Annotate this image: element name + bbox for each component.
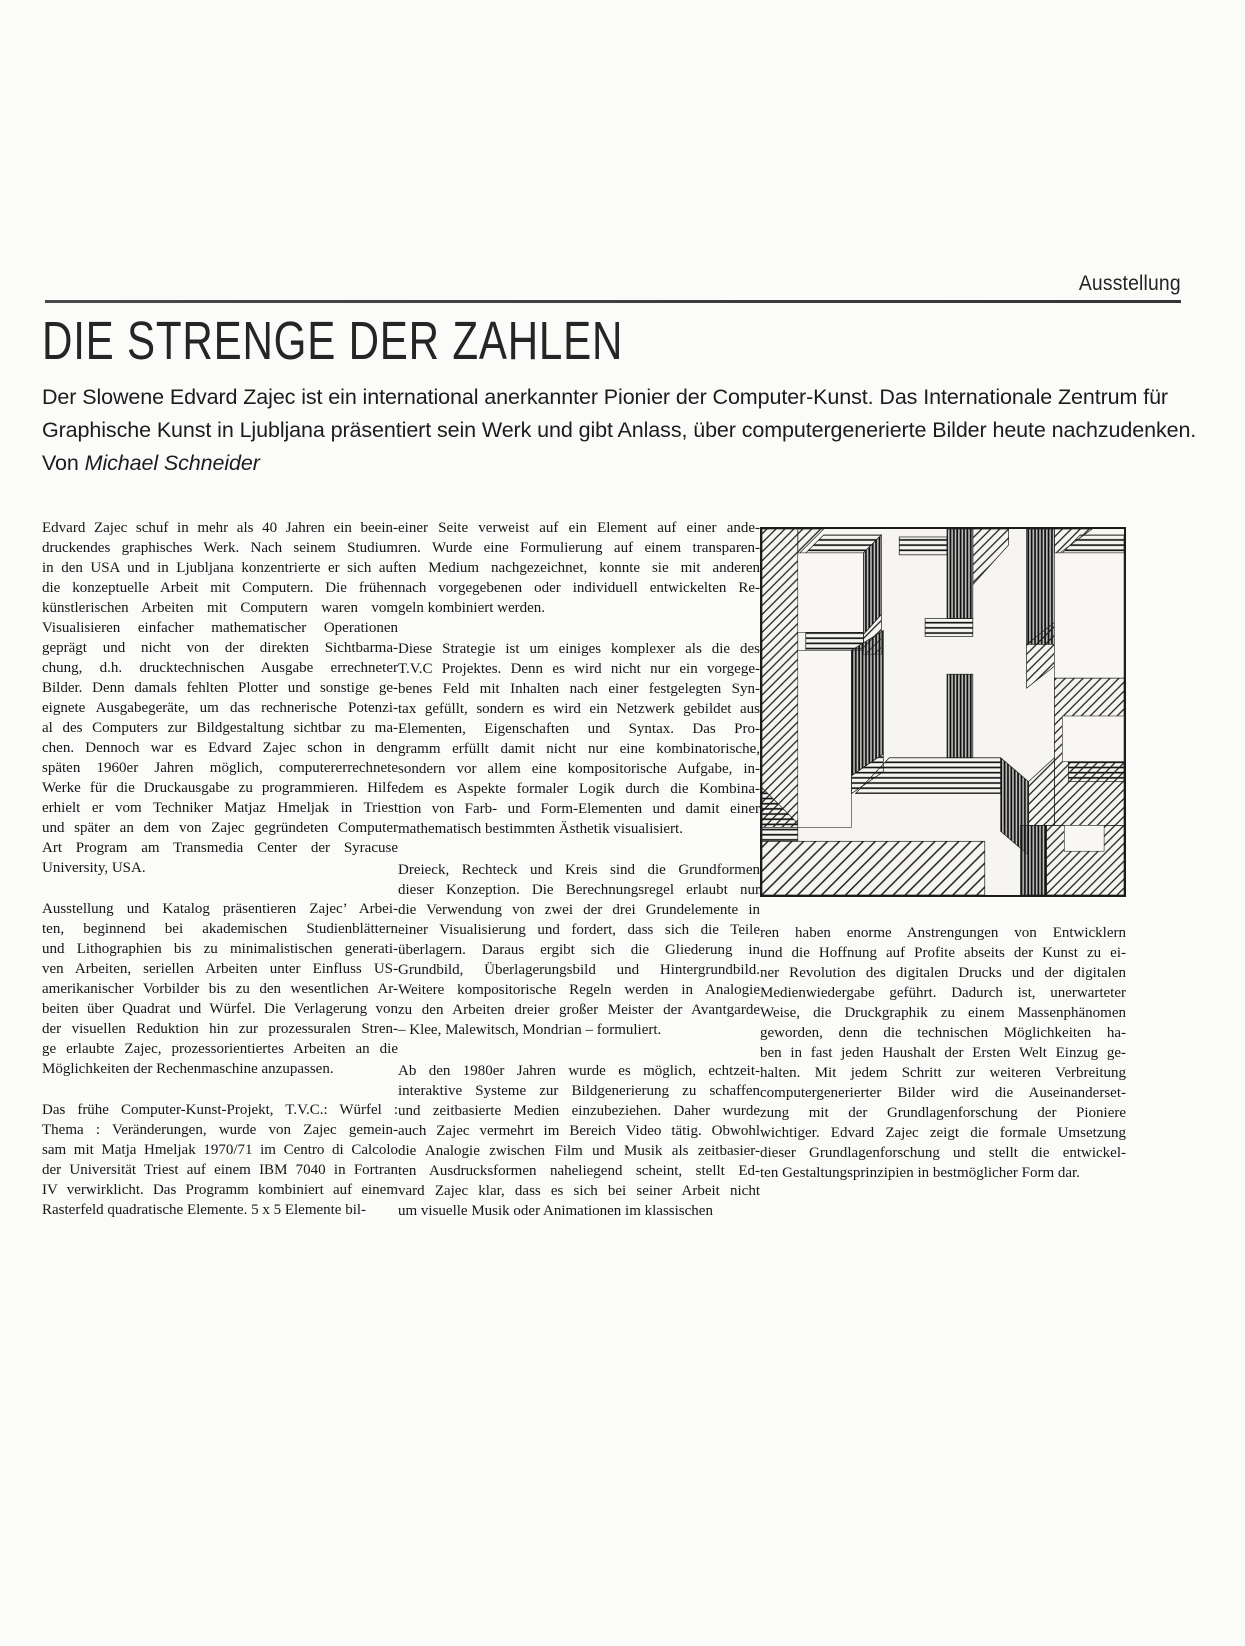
- text-line: ner Revolution des digitalen Drucks und der digitalen: [760, 965, 1126, 981]
- text-line: die konzeptuelle Arbeit mit Computern. Die frühen: [42, 580, 398, 596]
- text-line: computergenerierter Bilder wird die Auseinanderset-: [760, 1085, 1126, 1101]
- text-line: Weise, die Druckgraphik zu einem Massenphänomen: [760, 1005, 1126, 1021]
- text-line: die Analogie zwischen Film und Musik als zeitbasier-: [398, 1143, 760, 1159]
- paragraph: [398, 639, 760, 839]
- text-line: und Lithographien bis zu minimalistischen generati-: [42, 941, 398, 957]
- text-line: nach vorgegebenen oder individuell entwickelten Re-: [398, 580, 760, 596]
- text-line: Visualisieren einfacher mathematischer Operationen: [42, 620, 398, 636]
- text-line: al des Computers zur Bildgestaltung sichtbar zu ma-: [42, 720, 398, 736]
- text-line: chen. Dennoch war es Edvard Zajec schon in den: [42, 740, 398, 756]
- text-line: einer Seite verweist auf ein Element auf einer ande-: [398, 520, 760, 536]
- artwork-svg: [760, 527, 1126, 897]
- text-line: und zeitbasierte Medien einzubeziehen. Daher wurde: [398, 1103, 760, 1119]
- text-line: ren. Wurde eine Formulierung auf einem transparen-: [398, 540, 760, 556]
- paragraph: [760, 923, 1126, 1183]
- text-line: Grundbild, Überlagerungsbild und Hintergrundbild.: [398, 962, 760, 978]
- text-column-1: [42, 518, 398, 1221]
- text-line: ten Ausdrucksformen naheliegend scheint, stellt Ed-: [398, 1163, 760, 1179]
- article-lede: [42, 381, 1197, 480]
- text-column-2: [398, 518, 760, 1221]
- text-line: IV verwirklicht. Das Programm kombiniert auf einem: [42, 1182, 398, 1198]
- text-line: Das frühe Computer-Kunst-Projekt, T.V.C.: Würfel :: [42, 1102, 398, 1118]
- text-line: Werke für die Druckausgabe zu programmieren. Hilfe: [42, 780, 398, 796]
- text-line: ben in fast jeden Haushalt der Ersten Welt Einzug ge-: [760, 1045, 1126, 1061]
- text-line: Medienwiedergabe geführt. Dadurch ist, unerwarteter: [760, 985, 1126, 1001]
- text-line: druckendes graphisches Werk. Nach seinem Studium: [42, 540, 398, 556]
- text-line: wichtiger. Edvard Zajec zeigt die formale Umsetzung: [760, 1125, 1126, 1141]
- text-line: Möglichkeiten der Rechenmaschine anzupassen.: [42, 1061, 334, 1077]
- paragraph: [42, 899, 398, 1079]
- text-line: Edvard Zajec schuf in mehr als 40 Jahren ein beein-: [42, 520, 398, 536]
- text-line: Weitere kompositorische Regeln werden in Analogie: [398, 982, 760, 998]
- text-line: Dreieck, Rechteck und Kreis sind die Grundformen: [398, 862, 760, 878]
- article-body: [42, 518, 1183, 1221]
- text-line: T.V.C Projektes. Denn es wird nicht nur ein vorgege-: [398, 661, 760, 677]
- text-line: Art Program am Transmedia Center der Syracuse: [42, 840, 398, 856]
- text-line: geworden, denn die technischen Möglichkeiten ha-: [760, 1025, 1126, 1041]
- text-line: die Verwendung von zwei der drei Grundelemente in: [398, 902, 760, 918]
- text-line: vard Zajec klar, dass es sich bei seiner Arbeit nicht: [398, 1183, 760, 1199]
- text-line: Rasterfeld quadratische Elemente. 5 x 5 Elemente bil-: [42, 1202, 367, 1218]
- text-line: ren haben enorme Anstrengungen von Entwicklern: [760, 925, 1126, 941]
- lede-line: Graphische Kunst in Ljubljana präsentiert sein Werk und gibt Anlass, über computergenerierte Bilder heute nachzudenken.: [42, 418, 1197, 442]
- text-line: Diese Strategie ist um einiges komplexer als die des: [398, 641, 760, 657]
- paragraph: [398, 1061, 760, 1221]
- text-line: zung mit der Grundlagenforschung der Pioniere: [760, 1105, 1126, 1121]
- text-line: geprägt und nicht von der direkten Sichtbarma-: [42, 640, 398, 656]
- text-line: geln kombiniert werden.: [398, 600, 546, 616]
- text-line: interaktive Systeme zur Bildgenerierung zu schaffen: [398, 1083, 760, 1099]
- text-line: tax gefüllt, sondern es wird ein Netzwerk gebildet aus: [398, 701, 760, 717]
- text-line: erhielt er vom Techniker Matjaz Hmeljak in Triest: [42, 800, 398, 816]
- text-line: um visuelle Musik oder Animationen im klassischen: [398, 1203, 713, 1219]
- text-line: chung, d.h. drucktechnischen Ausgabe errechneter: [42, 660, 398, 676]
- text-line: zu den Arbeiten dreier großer Meister der Avantgarde: [398, 1002, 760, 1018]
- paragraph: [42, 518, 398, 878]
- text-line: sondern vor allem eine kompositorische Aufgabe, in-: [398, 761, 760, 777]
- text-line: und die Hoffnung auf Profite abseits der Kunst zu ei-: [760, 945, 1126, 961]
- paragraph: [42, 1100, 398, 1220]
- byline-prefix: Von: [42, 451, 85, 475]
- text-line: der visuellen Reduktion hin zur prozessuralen Stren-: [42, 1021, 398, 1037]
- text-line: auch Zajec vermehrt im Bereich Video tätig. Obwohl: [398, 1123, 760, 1139]
- section-kicker: Ausstellung: [1079, 272, 1181, 295]
- text-line: Elementen, Eigenschaften und Syntax. Das Pro-: [398, 721, 760, 737]
- lede-line: Der Slowene Edvard Zajec ist ein international anerkannter Pionier der Computer-Kunst. Das Internationale Zentrum für: [42, 385, 1168, 409]
- text-line: ge erlaubte Zajec, prozessorientiertes Arbeiten an die: [42, 1041, 398, 1057]
- text-line: amerikanischer Vorbilder bis zu den wesentlichen Ar-: [42, 981, 398, 997]
- header-rule: [45, 300, 1181, 303]
- text-line: mathematisch bestimmten Ästhetik visualisiert.: [398, 821, 683, 837]
- text-line: tion von Farb- und Form-Elementen und damit einer: [398, 801, 760, 817]
- text-line: in den USA und in Ljubljana konzentrierte er sich auf: [42, 560, 398, 576]
- text-line: ten, beginnend bei akademischen Studienblättern: [42, 921, 398, 937]
- author-name: Michael Schneider: [84, 451, 260, 475]
- text-line: dieser Grundlagenforschung und stellt die entwickel-: [760, 1145, 1126, 1161]
- text-line: – Klee, Malewitsch, Mondrian – formuliert.: [398, 1022, 662, 1038]
- text-line: dieser Konzeption. Die Berechnungsregel erlaubt nur: [398, 882, 760, 898]
- text-line: halten. Mit jedem Schritt zur weiteren Verbreitung: [760, 1065, 1126, 1081]
- paragraph: [398, 860, 760, 1040]
- text-line: Ausstellung und Katalog präsentieren Zajec’ Arbei-: [42, 901, 398, 917]
- text-line: sam mit Matja Hmeljak 1970/71 im Centro di Calcolo: [42, 1142, 398, 1158]
- text-line: University, USA.: [42, 860, 146, 876]
- text-line: ven Arbeiten, seriellen Arbeiten unter Einfluss US-: [42, 961, 398, 977]
- text-column-3-text: [760, 923, 1126, 1183]
- text-line: Thema : Veränderungen, wurde von Zajec gemein-: [42, 1122, 398, 1138]
- text-line: gramm erfüllt damit nicht nur eine kombinatorische,: [398, 741, 760, 757]
- text-line: späten 1960er Jahren möglich, computererrechnete: [42, 760, 398, 776]
- text-line: einer Visualisierung und fordert, dass sich die Teile: [398, 922, 760, 938]
- text-line: Bilder. Denn damals fehlten Plotter und sonstige ge-: [42, 680, 398, 696]
- text-line: dem es Aspekte formaler Logik durch die Kombina-: [398, 781, 760, 797]
- artwork-geometric-composition: [760, 527, 1126, 897]
- paragraph: [398, 518, 760, 618]
- byline: [42, 447, 1192, 480]
- text-line: der Universität Triest auf einem IBM 7040 in Fortran: [42, 1162, 398, 1178]
- text-line: künstlerischen Arbeiten mit Computern waren vom: [42, 600, 398, 616]
- text-line: Ab den 1980er Jahren wurde es möglich, echtzeit-: [398, 1063, 760, 1079]
- text-line: eignete Ausgabegeräte, um das rechnerische Potenzi-: [42, 700, 398, 716]
- article-title: DIE STRENGE DER ZAHLEN: [42, 311, 624, 371]
- text-line: ten Medium nachgezeichnet, konnte sie mit anderen: [398, 560, 760, 576]
- text-line: beiten über Quadrat und Würfel. Die Verlagerung von: [42, 1001, 398, 1017]
- text-line: ten Gestaltungsprinzipien in bestmöglicher Form dar.: [760, 1165, 1080, 1181]
- text-column-3: [760, 518, 1126, 1221]
- text-line: und später an dem von Zajec gegründeten Computer: [42, 820, 398, 836]
- text-line: überlagern. Daraus ergibt sich die Gliederung in: [398, 942, 760, 958]
- text-line: benes Feld mit Inhalten nach einer festgelegten Syn-: [398, 681, 760, 697]
